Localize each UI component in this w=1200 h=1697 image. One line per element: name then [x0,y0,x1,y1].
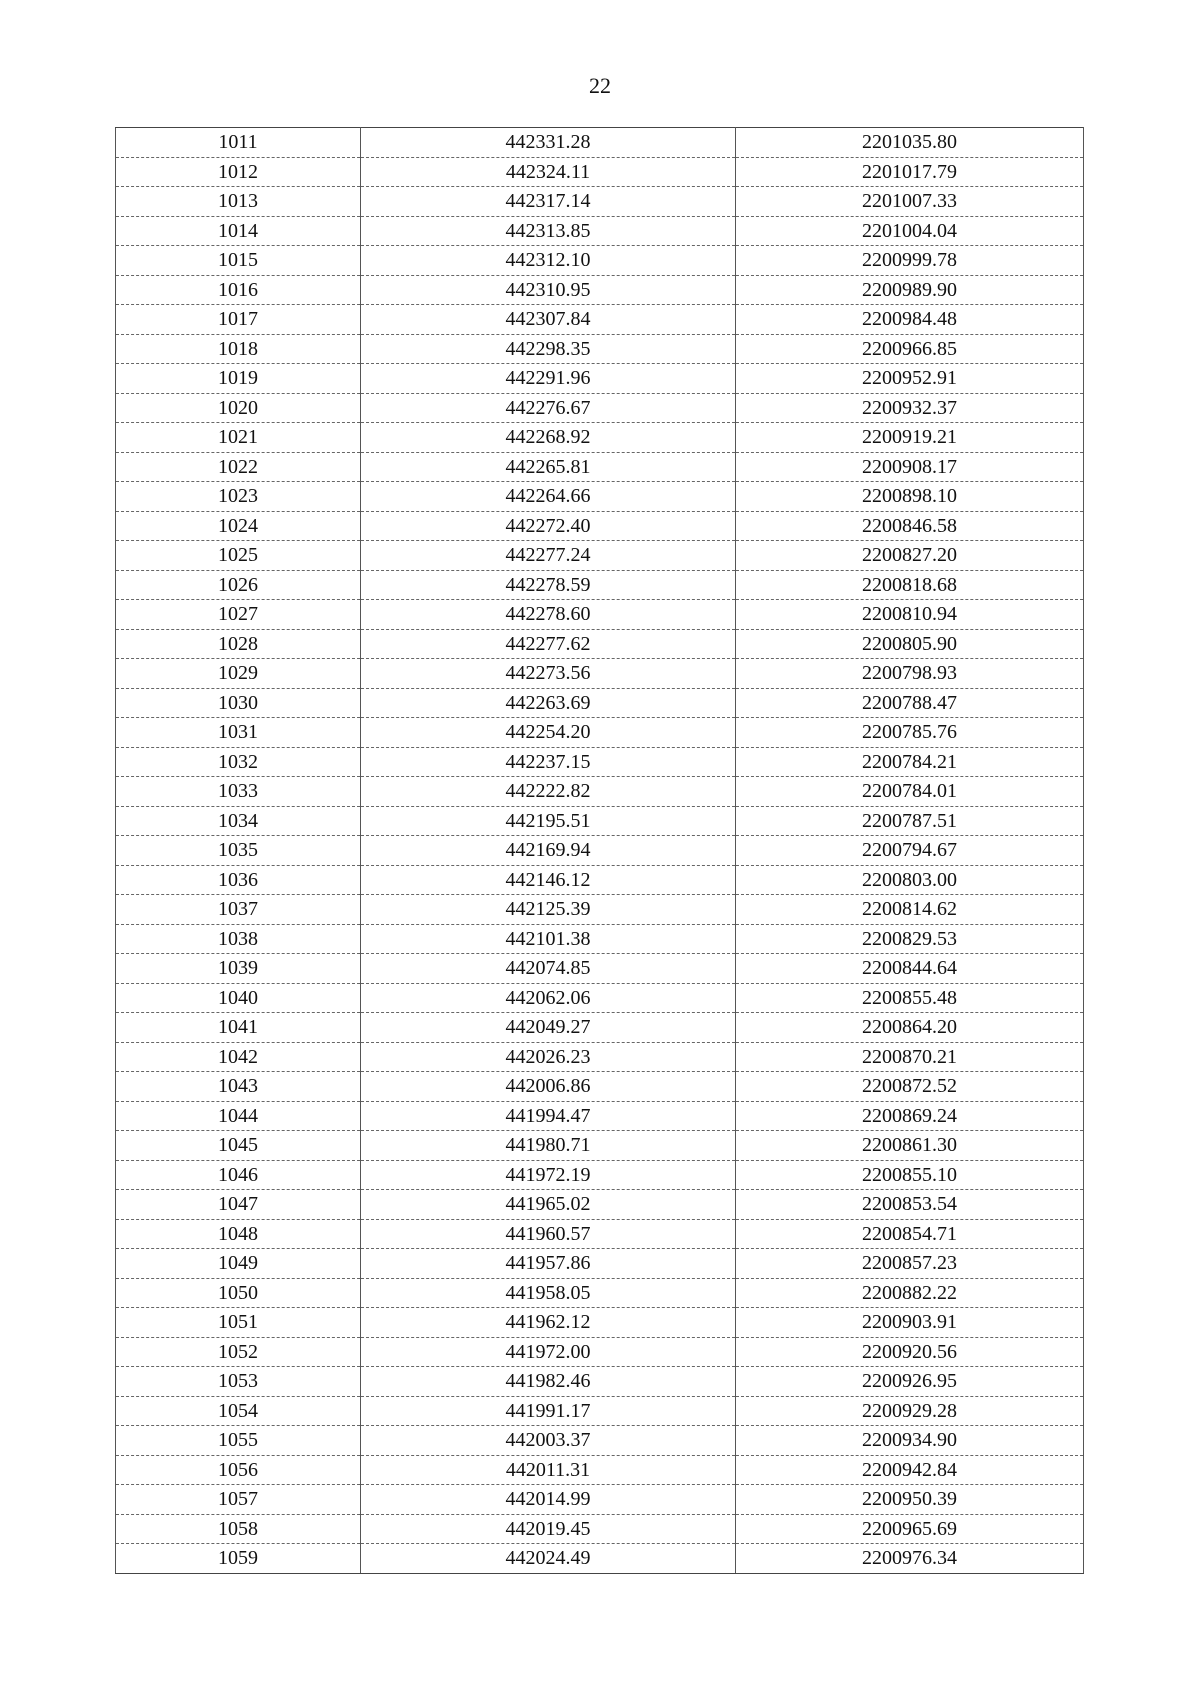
table-row [116,688,1084,718]
y-coordinate-cell: 2200854.71 [736,1219,1084,1249]
point-number-cell: 1022 [116,452,361,482]
y-coordinate-cell: 2200934.90 [736,1426,1084,1456]
table-row [116,1278,1084,1308]
x-coordinate-cell: 441962.12 [361,1308,736,1338]
y-coordinate-cell: 2201007.33 [736,187,1084,217]
y-coordinate-cell: 2200932.37 [736,393,1084,423]
table-row [116,1013,1084,1043]
x-coordinate-cell: 442026.23 [361,1042,736,1072]
point-number-cell: 1035 [116,836,361,866]
point-number-cell: 1049 [116,1249,361,1279]
table-row [116,1101,1084,1131]
table-row [116,1544,1084,1574]
point-number-cell: 1047 [116,1190,361,1220]
y-coordinate-cell: 2200861.30 [736,1131,1084,1161]
y-coordinate-cell: 2200984.48 [736,305,1084,335]
point-number-cell: 1016 [116,275,361,305]
point-number-cell: 1050 [116,1278,361,1308]
y-coordinate-cell: 2200920.56 [736,1337,1084,1367]
point-number-cell: 1038 [116,924,361,954]
point-number-cell: 1056 [116,1455,361,1485]
x-coordinate-cell: 442263.69 [361,688,736,718]
page-number: 22 [589,73,611,98]
table-row [116,1308,1084,1338]
table-row [116,777,1084,807]
point-number-cell: 1053 [116,1367,361,1397]
point-number-cell: 1039 [116,954,361,984]
y-coordinate-cell: 2200855.48 [736,983,1084,1013]
x-coordinate-cell: 442273.56 [361,659,736,689]
point-number-cell: 1025 [116,541,361,571]
point-number-cell: 1018 [116,334,361,364]
point-number-cell: 1014 [116,216,361,246]
point-number-cell: 1045 [116,1131,361,1161]
table-row [116,541,1084,571]
point-number-cell: 1048 [116,1219,361,1249]
x-coordinate-cell: 442062.06 [361,983,736,1013]
table-row [116,305,1084,335]
point-number-cell: 1030 [116,688,361,718]
point-number-cell: 1055 [116,1426,361,1456]
point-number-cell: 1020 [116,393,361,423]
y-coordinate-cell: 2200926.95 [736,1367,1084,1397]
x-coordinate-cell: 442291.96 [361,364,736,394]
table-row [116,187,1084,217]
coordinates-table [115,127,1084,1574]
point-number-cell: 1027 [116,600,361,630]
table-row [116,393,1084,423]
point-number-cell: 1046 [116,1160,361,1190]
table-row [116,364,1084,394]
y-coordinate-cell: 2200870.21 [736,1042,1084,1072]
x-coordinate-cell: 442278.59 [361,570,736,600]
point-number-cell: 1023 [116,482,361,512]
y-coordinate-cell: 2200805.90 [736,629,1084,659]
point-number-cell: 1026 [116,570,361,600]
y-coordinate-cell: 2200898.10 [736,482,1084,512]
x-coordinate-cell: 442237.15 [361,747,736,777]
table-row [116,600,1084,630]
y-coordinate-cell: 2201035.80 [736,128,1084,158]
x-coordinate-cell: 442313.85 [361,216,736,246]
point-number-cell: 1040 [116,983,361,1013]
y-coordinate-cell: 2200999.78 [736,246,1084,276]
table-row [116,1219,1084,1249]
table-row [116,1160,1084,1190]
x-coordinate-cell: 442006.86 [361,1072,736,1102]
point-number-cell: 1029 [116,659,361,689]
coordinates-table-body [116,128,1084,1574]
table-row [116,511,1084,541]
table-row [116,128,1084,158]
point-number-cell: 1015 [116,246,361,276]
y-coordinate-cell: 2200794.67 [736,836,1084,866]
x-coordinate-cell: 441994.47 [361,1101,736,1131]
table-row [116,157,1084,187]
table-row [116,1396,1084,1426]
table-row [116,659,1084,689]
x-coordinate-cell: 442222.82 [361,777,736,807]
point-number-cell: 1028 [116,629,361,659]
x-coordinate-cell: 442014.99 [361,1485,736,1515]
table-row [116,1131,1084,1161]
table-row [116,1072,1084,1102]
x-coordinate-cell: 442276.67 [361,393,736,423]
point-number-cell: 1024 [116,511,361,541]
y-coordinate-cell: 2200853.54 [736,1190,1084,1220]
x-coordinate-cell: 442278.60 [361,600,736,630]
point-number-cell: 1051 [116,1308,361,1338]
x-coordinate-cell: 441982.46 [361,1367,736,1397]
table-row [116,924,1084,954]
x-coordinate-cell: 442268.92 [361,423,736,453]
table-row [116,482,1084,512]
table-row [116,570,1084,600]
point-number-cell: 1043 [116,1072,361,1102]
y-coordinate-cell: 2200784.21 [736,747,1084,777]
y-coordinate-cell: 2200818.68 [736,570,1084,600]
y-coordinate-cell: 2200908.17 [736,452,1084,482]
y-coordinate-cell: 2200989.90 [736,275,1084,305]
x-coordinate-cell: 442024.49 [361,1544,736,1574]
table-row [116,1190,1084,1220]
point-number-cell: 1037 [116,895,361,925]
y-coordinate-cell: 2200855.10 [736,1160,1084,1190]
y-coordinate-cell: 2201004.04 [736,216,1084,246]
point-number-cell: 1021 [116,423,361,453]
x-coordinate-cell: 442277.62 [361,629,736,659]
x-coordinate-cell: 442146.12 [361,865,736,895]
y-coordinate-cell: 2200844.64 [736,954,1084,984]
table-row [116,954,1084,984]
x-coordinate-cell: 442298.35 [361,334,736,364]
point-number-cell: 1017 [116,305,361,335]
table-row [116,246,1084,276]
x-coordinate-cell: 441960.57 [361,1219,736,1249]
point-number-cell: 1031 [116,718,361,748]
x-coordinate-cell: 442277.24 [361,541,736,571]
y-coordinate-cell: 2200827.20 [736,541,1084,571]
table-row [116,865,1084,895]
x-coordinate-cell: 442310.95 [361,275,736,305]
x-coordinate-cell: 442125.39 [361,895,736,925]
x-coordinate-cell: 442272.40 [361,511,736,541]
y-coordinate-cell: 2200864.20 [736,1013,1084,1043]
table-row [116,1455,1084,1485]
y-coordinate-cell: 2200966.85 [736,334,1084,364]
table-row [116,983,1084,1013]
x-coordinate-cell: 442019.45 [361,1514,736,1544]
point-number-cell: 1032 [116,747,361,777]
x-coordinate-cell: 442324.11 [361,157,736,187]
table-row [116,275,1084,305]
point-number-cell: 1054 [116,1396,361,1426]
point-number-cell: 1036 [116,865,361,895]
x-coordinate-cell: 441957.86 [361,1249,736,1279]
table-row [116,1337,1084,1367]
y-coordinate-cell: 2200829.53 [736,924,1084,954]
point-number-cell: 1033 [116,777,361,807]
y-coordinate-cell: 2200814.62 [736,895,1084,925]
y-coordinate-cell: 2200929.28 [736,1396,1084,1426]
point-number-cell: 1052 [116,1337,361,1367]
table-row [116,836,1084,866]
y-coordinate-cell: 2200803.00 [736,865,1084,895]
table-row [116,452,1084,482]
point-number-cell: 1044 [116,1101,361,1131]
point-number-cell: 1059 [116,1544,361,1574]
table-row [116,1367,1084,1397]
point-number-cell: 1012 [116,157,361,187]
point-number-cell: 1041 [116,1013,361,1043]
y-coordinate-cell: 2200942.84 [736,1455,1084,1485]
table-row [116,747,1084,777]
point-number-cell: 1013 [116,187,361,217]
table-row [116,629,1084,659]
y-coordinate-cell: 2200785.76 [736,718,1084,748]
table-row [116,718,1084,748]
y-coordinate-cell: 2200784.01 [736,777,1084,807]
table-row [116,1249,1084,1279]
point-number-cell: 1011 [116,128,361,158]
y-coordinate-cell: 2200965.69 [736,1514,1084,1544]
table-row [116,334,1084,364]
x-coordinate-cell: 442254.20 [361,718,736,748]
x-coordinate-cell: 442011.31 [361,1455,736,1485]
x-coordinate-cell: 441991.17 [361,1396,736,1426]
table-row [116,423,1084,453]
point-number-cell: 1057 [116,1485,361,1515]
y-coordinate-cell: 2200903.91 [736,1308,1084,1338]
y-coordinate-cell: 2201017.79 [736,157,1084,187]
x-coordinate-cell: 441958.05 [361,1278,736,1308]
y-coordinate-cell: 2200788.47 [736,688,1084,718]
x-coordinate-cell: 442264.66 [361,482,736,512]
y-coordinate-cell: 2200950.39 [736,1485,1084,1515]
x-coordinate-cell: 442312.10 [361,246,736,276]
table-row [116,1514,1084,1544]
y-coordinate-cell: 2200952.91 [736,364,1084,394]
x-coordinate-cell: 442101.38 [361,924,736,954]
y-coordinate-cell: 2200787.51 [736,806,1084,836]
point-number-cell: 1019 [116,364,361,394]
x-coordinate-cell: 442169.94 [361,836,736,866]
x-coordinate-cell: 442074.85 [361,954,736,984]
y-coordinate-cell: 2200798.93 [736,659,1084,689]
x-coordinate-cell: 442003.37 [361,1426,736,1456]
x-coordinate-cell: 442195.51 [361,806,736,836]
table-row [116,806,1084,836]
table-row [116,216,1084,246]
table-row [116,1042,1084,1072]
x-coordinate-cell: 442317.14 [361,187,736,217]
y-coordinate-cell: 2200857.23 [736,1249,1084,1279]
y-coordinate-cell: 2200882.22 [736,1278,1084,1308]
table-row [116,895,1084,925]
table-row [116,1485,1084,1515]
x-coordinate-cell: 442331.28 [361,128,736,158]
x-coordinate-cell: 442049.27 [361,1013,736,1043]
x-coordinate-cell: 441972.19 [361,1160,736,1190]
y-coordinate-cell: 2200869.24 [736,1101,1084,1131]
point-number-cell: 1058 [116,1514,361,1544]
x-coordinate-cell: 442307.84 [361,305,736,335]
point-number-cell: 1042 [116,1042,361,1072]
y-coordinate-cell: 2200872.52 [736,1072,1084,1102]
table-row [116,1426,1084,1456]
y-coordinate-cell: 2200810.94 [736,600,1084,630]
y-coordinate-cell: 2200919.21 [736,423,1084,453]
x-coordinate-cell: 441980.71 [361,1131,736,1161]
y-coordinate-cell: 2200846.58 [736,511,1084,541]
point-number-cell: 1034 [116,806,361,836]
x-coordinate-cell: 441965.02 [361,1190,736,1220]
x-coordinate-cell: 441972.00 [361,1337,736,1367]
y-coordinate-cell: 2200976.34 [736,1544,1084,1574]
x-coordinate-cell: 442265.81 [361,452,736,482]
